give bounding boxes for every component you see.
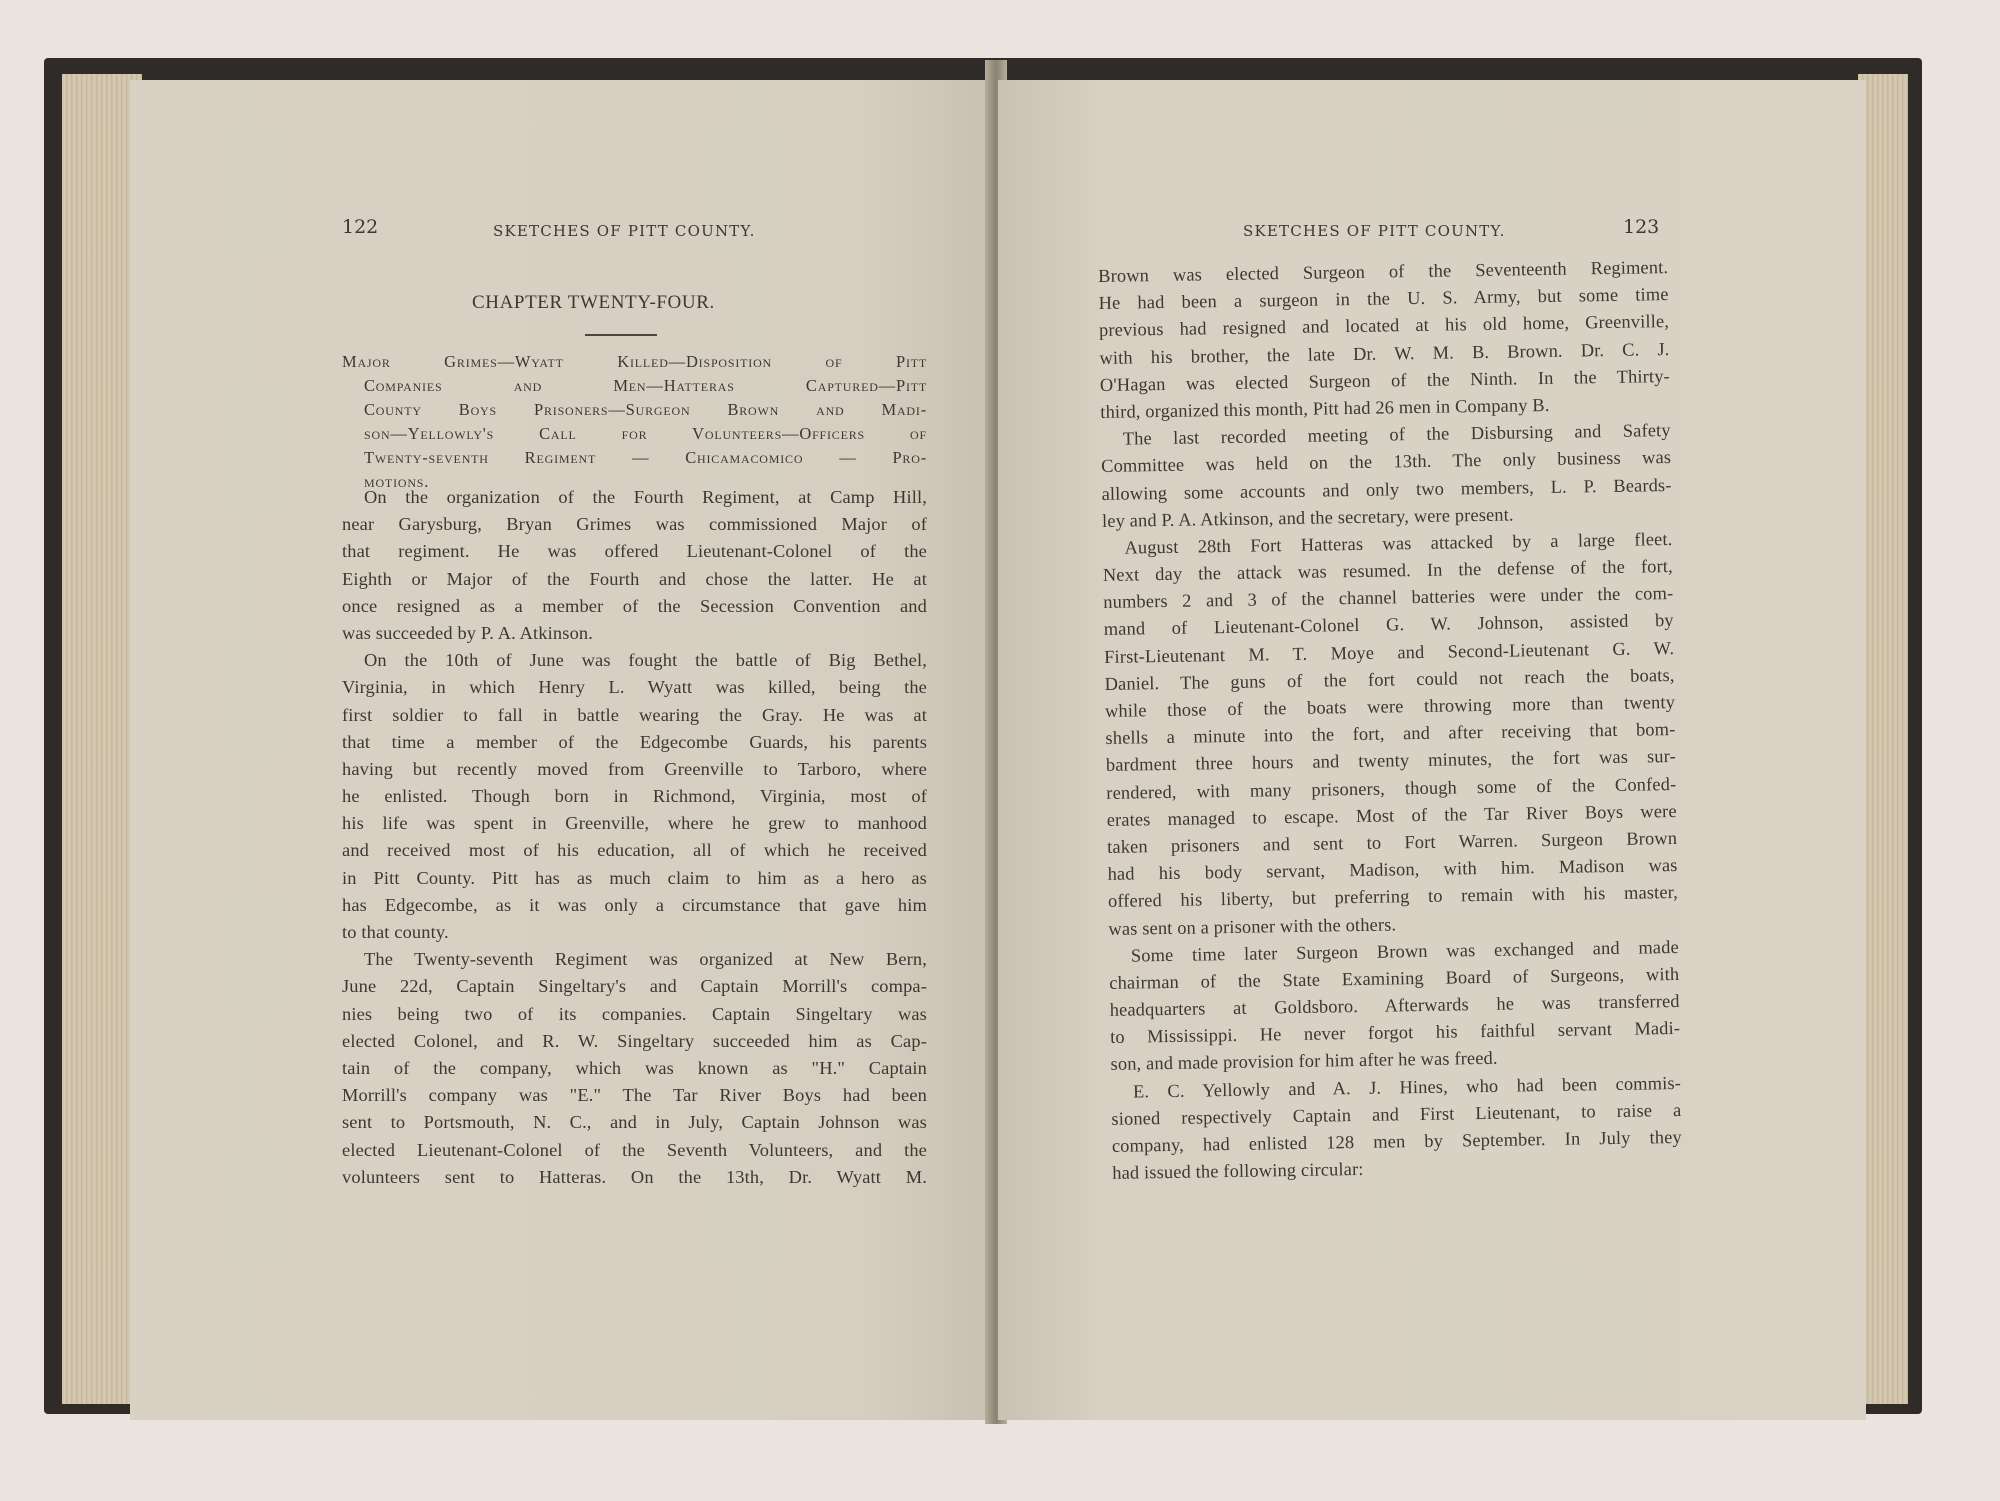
synopsis-line: County Boys Prisoners—Surgeon Brown and Madi- [364, 400, 927, 419]
text-line: nies being two of its companies. Captain Singeltary was [342, 1003, 927, 1024]
text-line: that time a member of the Edgecombe Guards, his parents [342, 731, 927, 752]
text-line: tain of the company, which was known as "H." Captain [342, 1057, 927, 1078]
text-line: having but recently moved from Greenville to Tarboro, where [342, 758, 927, 779]
right-page [998, 80, 1866, 1420]
text-line: On the 10th of June was fought the battle of Big Bethel, [364, 650, 927, 671]
text-line: taken prisoners and sent to Fort Warren. Surgeon Brown [1107, 827, 1678, 857]
text-line: Daniel. The guns of the fort could not reach the boats, [1104, 664, 1675, 694]
text-line: The last recorded meeting of the Disbursing and Safety [1122, 420, 1671, 449]
title-rule [585, 334, 657, 336]
page-number: 123 [1623, 216, 1660, 238]
text-line: bardment three hours and twenty minutes, the fort was sur- [1105, 746, 1676, 776]
text-line: Virginia, in which Henry L. Wyatt was killed, being the [342, 677, 927, 698]
text-line: August 28th Fort Hatteras was attacked by a large fleet. [1124, 528, 1673, 558]
text-line: has Edgecombe, as it was only a circumstance that gave him [342, 894, 927, 915]
text-line: He had been a surgeon in the U. S. Army, but some time [1098, 284, 1669, 314]
synopsis-line: Companies and Men—Hatteras Captured—Pitt [364, 376, 927, 395]
text-line: and received most of his education, all of which he received [342, 840, 927, 861]
text-line: headquarters at Goldsboro. Afterwards he was transferred [1109, 991, 1680, 1020]
text-line: with his brother, the late Dr. W. M. B. Brown. Dr. C. J. [1099, 338, 1670, 368]
text-line: numbers 2 and 3 of the channel batteries were under the com- [1103, 583, 1674, 613]
text-line: offered his liberty, but preferring to remain with his master, [1107, 882, 1679, 912]
text-line: Brown was elected Surgeon of the Seventeenth Regiment. [1098, 257, 1669, 286]
text-line: allowing some accounts and only two members, L. P. Beards- [1101, 474, 1672, 504]
text-line: to Mississippi. He never forgot his faithful servant Madi- [1110, 1018, 1681, 1048]
text-line: Committee was held on the 13th. The only business was [1101, 447, 1672, 477]
text-line: chairman of the State Examining Board of Surgeons, with [1109, 963, 1680, 993]
text-line: rendered, with many prisoners, though some of the Confed- [1106, 773, 1677, 803]
text-line: The Twenty-seventh Regiment was organized at New Bern, [364, 949, 927, 970]
text-line: that regiment. He was offered Lieutenant-Colonel of the [342, 541, 927, 562]
text-line: Some time later Surgeon Brown was exchanged and made [1130, 936, 1679, 966]
running-head: SKETCHES OF PITT COUNTY. [493, 222, 756, 240]
text-line: elected Lieutenant-Colonel of the Seventh Volunteers, and the [342, 1139, 927, 1160]
chapter-synopsis [342, 350, 927, 494]
text-line: Next day the attack was resumed. In the defense of the fort, [1102, 556, 1673, 586]
text-line: third, organized this month, Pitt had 26 men in Company B. [1100, 394, 1550, 422]
chapter-title: CHAPTER TWENTY-FOUR. [472, 292, 715, 313]
running-head: SKETCHES OF PITT COUNTY. [1243, 222, 1506, 240]
text-line: his life was spent in Greenville, where he grew to manhood [342, 813, 927, 834]
text-line: O'Hagan was elected Surgeon of the Ninth. In the Thirty- [1099, 365, 1670, 395]
text-line: previous had resigned and located at his old home, Greenville, [1098, 311, 1670, 341]
text-line: to that county. [342, 922, 449, 942]
text-line: shells a minute into the fort, and after receiving that bom- [1105, 719, 1676, 749]
synopsis-line: son—Yellowly's Call for Volunteers—Officers of [364, 424, 927, 443]
text-line: had his body servant, Madison, with him. Madison was [1107, 855, 1678, 885]
text-line: was succeeded by P. A. Atkinson. [342, 622, 594, 643]
text-line: he enlisted. Though born in Richmond, Virginia, most of [342, 786, 927, 807]
text-line: sent to Portsmouth, N. C., and in July, Captain Johnson was [342, 1112, 927, 1133]
text-line: company, had enlisted 128 men by September. In July they [1111, 1126, 1682, 1156]
text-line: had issued the following circular: [1112, 1159, 1364, 1184]
synopsis-line: Major Grimes—Wyatt Killed—Disposition of Pitt [342, 352, 927, 371]
left-page [130, 80, 992, 1420]
synopsis-line: Twenty-seventh Regiment — Chicamacomico — Pro- [364, 448, 927, 467]
text-line: near Garysburg, Bryan Grimes was commissioned Major of [342, 514, 927, 535]
text-line: E. C. Yellowly and A. J. Hines, who had been commis- [1132, 1072, 1682, 1102]
text-line: First-Lieutenant M. T. Moye and Second-Lieutenant G. W. [1104, 637, 1675, 667]
text-line: Morrill's company was "E." The Tar River Boys had been [342, 1085, 927, 1106]
text-line: June 22d, Captain Singeltary's and Captain Morrill's compa- [342, 976, 927, 997]
body-text [1098, 254, 1682, 1187]
text-line: Eighth or Major of the Fourth and chose the latter. He at [342, 568, 927, 589]
page-number: 122 [342, 216, 379, 238]
text-line: while those of the boats were throwing more than twenty [1104, 691, 1676, 721]
text-line: once resigned as a member of the Secession Convention and [342, 595, 927, 616]
text-line: elected Colonel, and R. W. Singeltary succeeded him as Cap- [342, 1030, 927, 1051]
text-line: mand of Lieutenant-Colonel G. W. Johnson, assisted by [1103, 610, 1674, 640]
text-line: sioned respectively Captain and First Lieutenant, to raise a [1111, 1099, 1682, 1129]
text-line: erates managed to escape. Most of the Tar River Boys were [1106, 800, 1677, 830]
text-line: On the organization of the Fourth Regiment, at Camp Hill, [364, 487, 927, 507]
text-line: volunteers sent to Hatteras. On the 13th, Dr. Wyatt M. [342, 1166, 927, 1187]
text-line: was sent on a prisoner with the others. [1108, 913, 1397, 939]
text-line: first soldier to fall in battle wearing the Gray. He was at [342, 704, 927, 725]
text-line: ley and P. A. Atkinson, and the secretary, were present. [1101, 504, 1514, 531]
text-line: in Pitt County. Pitt has as much claim to him as a hero as [342, 867, 927, 888]
synopsis-line: motions. [364, 472, 430, 491]
text-line: son, and made provision for him after he was freed. [1110, 1048, 1498, 1075]
body-text [342, 484, 927, 1191]
